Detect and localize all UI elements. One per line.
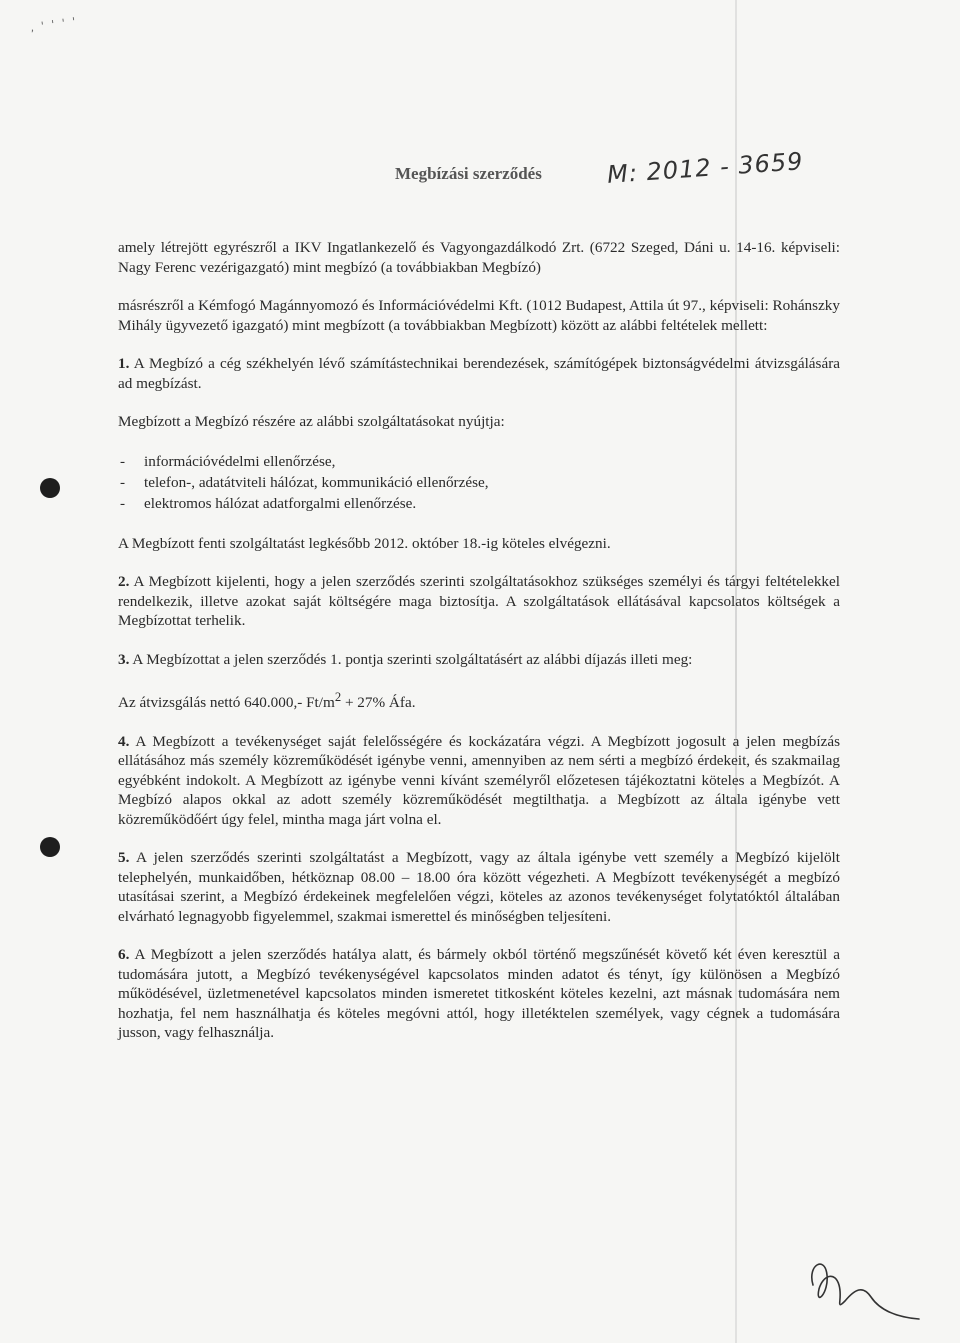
section-2-number: 2. bbox=[118, 573, 130, 590]
section-5-text: A jelen szerződés szerinti szolgáltatást a Megbízott, vagy az általa igénybe vett személy a Megbízó kijelölt telephelyén, munkaidőben, hétköznap 08.00 – 18.00 óra között végezheti. A Megbízott tevékenységét a megbízó utasításai szerint, a Megbízó érdekeinek megfelelően végzi, köteles az azonos tevékenységet folytatóktól általában elvárható legnagyobb figyelemmel, szakmai ismerettel és minőségben teljesíteni. bbox=[118, 849, 840, 925]
fee-text: Az átvizsgálás nettó 640.000,- Ft/m bbox=[118, 694, 335, 712]
section-1-text: A Megbízó a cég székhelyén lévő számítástechnikai berendezések, számítógépek biztonságvédelmi átvizsgálására ad megbízást. bbox=[118, 355, 840, 392]
fee-superscript: 2 bbox=[334, 690, 342, 704]
document-body bbox=[118, 238, 840, 1062]
section-4 bbox=[118, 732, 840, 830]
fee-line bbox=[118, 688, 840, 713]
corner-marks: , ' ' ' ' bbox=[29, 14, 79, 35]
document-title: Megbízási szerződés bbox=[395, 164, 542, 183]
handwritten-reference: M: 2012 - 3659 bbox=[606, 147, 805, 189]
section-2-text: A Megbízott kijelenti, hogy a jelen szerződés szerinti szolgáltatásokhoz szükséges személyi és tárgyi feltételekkel rendelkezik, illetve azokat saját költségére maga biztosítja. A szolgáltatások ellátásával kapcsolatos költségek a Megbízottat terhelik. bbox=[118, 573, 840, 629]
services-intro: Megbízott a Megbízó részére az alábbi szolgáltatásokat nyújtja: bbox=[118, 413, 505, 430]
section-3-text: A Megbízottat a jelen szerződés 1. pontja szerinti szolgáltatásért az alábbi díjazás illeti meg: bbox=[129, 650, 693, 668]
section-3-number: 3. bbox=[118, 650, 130, 668]
section-1-number: 1. bbox=[118, 355, 130, 372]
fee-vat: + 27% Áfa. bbox=[341, 694, 416, 712]
section-5 bbox=[118, 848, 840, 926]
intro-contractor: másrészről a Kémfogó Magánnyomozó és Információvédelmi Kft. (1012 Budapest, Attila út 97., képviseli: Rohánszky Mihály ügyvezető igazgató) mint megbízott (a továbbiakban Megbízott) között az alábbi feltételek mellett: bbox=[118, 297, 840, 334]
section-4-number: 4. bbox=[118, 732, 130, 750]
section-5-number: 5. bbox=[118, 849, 130, 867]
list-item: - telefon-, adatátviteli hálózat, kommunikáció ellenőrzése, bbox=[118, 472, 840, 493]
title-row bbox=[395, 147, 875, 200]
section-2 bbox=[118, 572, 840, 631]
intro-client: amely létrejött egyrészről a IKV Ingatlankezelő és Vagyongazdálkodó Zrt. (6722 Szeged, Dáni u. 14-16. képviseli: Nagy Ferenc vezérigazgató) mint megbízó (a továbbiakban Megbízó) bbox=[118, 239, 840, 276]
section-4-text: A Megbízott a tevékenységet saját felelősségére és kockázatára végzi. A Megbízott jogosult a jelen megbízás ellátásához más személy közreműködését igénybe venni, amennyiben az nem sérti a megbízó érdekeit, és szakmailag egyébként indokolt. A Megbízott az igénybe venni kívánt személyről előzetesen tájékoztatni köteles a Megbízót. A Megbízó alapos okkal az adott személy közreműködését megtilthatja. a Megbízott az általa igénybe vett közreműködőért úgy felel, mintha maga járt volna el. bbox=[118, 732, 840, 828]
section-6-number: 6. bbox=[118, 946, 130, 964]
punch-hole-bottom bbox=[40, 837, 60, 857]
section-6-text: A Megbízott a jelen szerződés hatálya alatt, és bármely okból történő megszűnését követő két éven keresztül a tudomására jutott, a Megbízó tevékenységével kapcsolatos minden adatot és tényt, így különösen a Megbízó működésével, üzletmenetével kapcsolatos minden ismeretet titkosként köteles kezelni, azt másnak tudomására nem hozhatja, fel nem használhatja és köteles megóvni attól, hogy illetéktelen személyek, vagy cégnek a tudomására jusson, vagy felhasználja. bbox=[118, 946, 840, 1042]
section-3 bbox=[118, 650, 840, 670]
list-item: - elektromos hálózat adatforgalmi ellenőrzése. bbox=[118, 493, 840, 514]
punch-hole-top bbox=[40, 478, 60, 498]
section-1 bbox=[118, 354, 840, 393]
deadline: A Megbízott fenti szolgáltatást legkésőbb 2012. október 18.-ig köteles elvégezni. bbox=[118, 534, 611, 552]
signature-initials bbox=[805, 1245, 925, 1325]
services-list bbox=[118, 451, 840, 514]
list-item: - információvédelmi ellenőrzése, bbox=[118, 451, 840, 472]
section-6 bbox=[118, 945, 840, 1043]
